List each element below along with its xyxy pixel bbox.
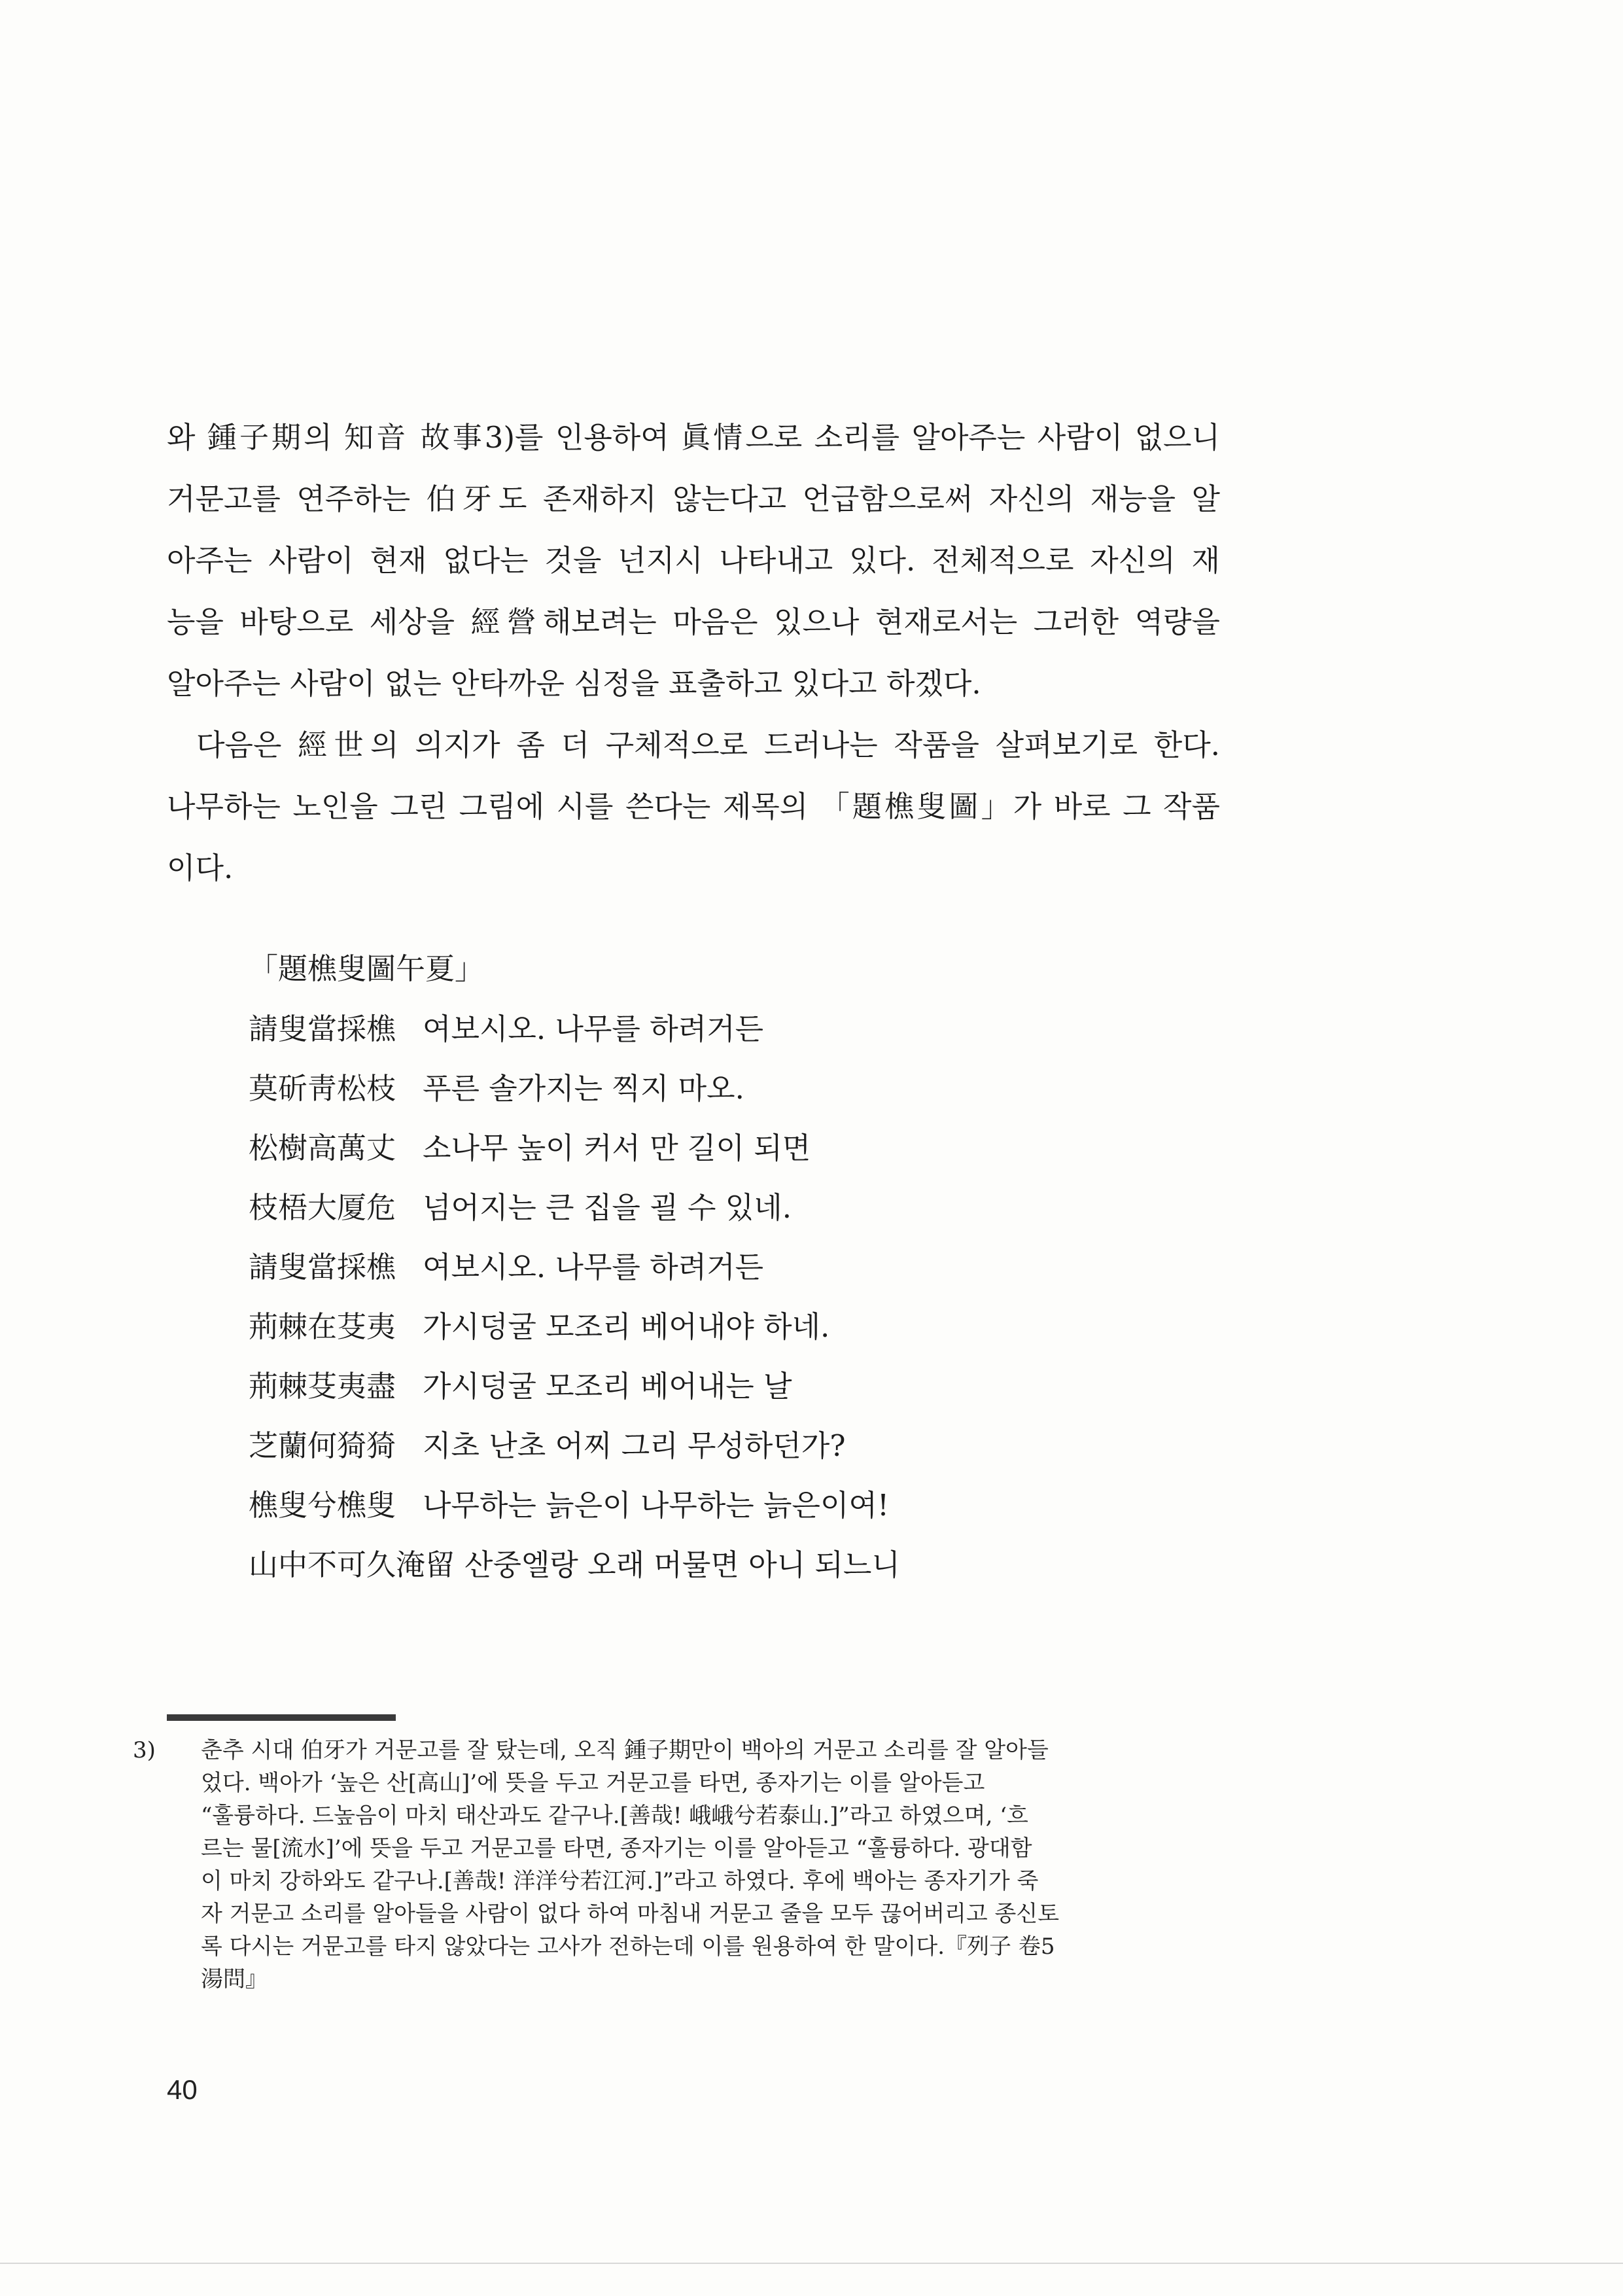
poem-line-hanja: 山中不可久淹留	[249, 1547, 455, 1582]
poem-line-korean: 지초 난초 어찌 그리 무성하던가?	[423, 1428, 846, 1463]
poem-line-hanja: 請叟當採樵	[249, 1012, 396, 1046]
poem-line-hanja: 樵叟兮樵叟	[249, 1488, 396, 1523]
text-line: 아주는 사람이 현재 없다는 것을 넌지시 나타내고 있다. 전체적으로 자신의 재	[167, 543, 1220, 578]
footnote-line: 이 마치 강하와도 같구나.[善哉! 洋洋兮若江河.]”라고 하였다. 후에 백아는 종자기가 죽	[201, 1868, 1039, 1894]
footnote	[133, 1734, 1220, 1996]
poem-line-korean: 여보시오. 나무를 하려거든	[423, 1012, 764, 1046]
poem-line-korean: 산중엘랑 오래 머물면 아니 되느니	[464, 1547, 900, 1582]
footnote-line: 춘추 시대 伯牙가 거문고를 잘 탔는데, 오직 鍾子期만이 백아의 거문고 소리를 잘 알아들	[201, 1737, 1049, 1763]
footnote-divider	[167, 1714, 396, 1721]
poem-line	[249, 1178, 1164, 1237]
poem-line	[249, 1059, 1164, 1118]
poem-line-korean: 여보시오. 나무를 하려거든	[423, 1250, 764, 1284]
poem-line	[249, 1475, 1164, 1535]
footnote-line: “훌륭하다. 드높음이 마치 태산과도 같구나.[善哉! 峨峨兮若泰山.]”라고 하였으며, ‘흐	[201, 1803, 1028, 1829]
footnote-line: 자 거문고 소리를 알아들을 사람이 없다 하여 마침내 거문고 줄을 모두 끊어버리고 종신토	[201, 1901, 1060, 1927]
body-text	[167, 407, 1220, 899]
poem-line-hanja: 荊棘芟夷盡	[249, 1369, 396, 1404]
poem-line-hanja: 荊棘在芟夷	[249, 1309, 396, 1344]
poem-title: 「題樵叟圖午夏」	[249, 951, 485, 986]
poem-line-hanja: 松樹高萬丈	[249, 1131, 396, 1165]
text-line: 알아주는 사람이 없는 안타까운 심정을 표출하고 있다고 하겠다.	[167, 666, 981, 701]
footnote-number: 3)	[133, 1737, 156, 1763]
text-line: 나무하는 노인을 그린 그림에 시를 쓴다는 제목의 「題樵叟圖」가 바로 그 작품	[167, 789, 1220, 824]
poem-line	[249, 1237, 1164, 1297]
poem-line-korean: 푸른 솔가지는 찍지 마오.	[423, 1071, 744, 1106]
poem-line-hanja: 莫斫靑松枝	[249, 1071, 396, 1106]
text-line: 이다.	[167, 851, 234, 885]
text-line: 와 鍾子期의 知音 故事3)를 인용하여 眞情으로 소리를 알아주는 사람이 없으니	[167, 420, 1220, 455]
poem-line	[249, 1118, 1164, 1178]
footnote-line: 록 다시는 거문고를 타지 않았다는 고사가 전하는데 이를 원용하여 한 말이다.『列子 卷5	[201, 1934, 1055, 1960]
poem-line-hanja: 枝梧大厦危	[249, 1190, 396, 1225]
poem-line-korean: 나무하는 늙은이 나무하는 늙은이여!	[423, 1488, 890, 1523]
poem	[249, 939, 1164, 1595]
poem-line-korean: 가시덩굴 모조리 베어내는 날	[423, 1369, 792, 1404]
poem-line-korean: 넘어지는 큰 집을 괼 수 있네.	[423, 1190, 792, 1225]
text-line: 능을 바탕으로 세상을 經營해보려는 마음은 있으나 현재로서는 그러한 역량을	[167, 605, 1220, 639]
poem-line-korean: 소나무 높이 커서 만 길이 되면	[423, 1131, 811, 1165]
footnote-line: 르는 물[流水]’에 뜻을 두고 거문고를 타면, 종자기는 이를 알아듣고 “훌륭하다. 광대함	[201, 1835, 1032, 1862]
footnote-body	[133, 1734, 1220, 1996]
paragraph-1	[167, 407, 1220, 715]
text-line: 다음은 經世의 의지가 좀 더 구체적으로 드러나는 작품을 살펴보기로 한다.	[196, 728, 1220, 762]
poem-line	[249, 1356, 1164, 1416]
text-line: 거문고를 연주하는 伯牙도 존재하지 않는다고 언급함으로써 자신의 재능을 알	[167, 482, 1220, 516]
poem-line-hanja: 請叟當採樵	[249, 1250, 396, 1284]
footnote-line: 었다. 백아가 ‘높은 산[高山]’에 뜻을 두고 거문고를 타면, 종자기는 이를 알아듣고	[201, 1770, 985, 1796]
poem-line	[249, 999, 1164, 1059]
poem-line-korean: 가시덩굴 모조리 베어내야 하네.	[423, 1309, 830, 1344]
poem-line	[249, 1297, 1164, 1356]
paragraph-2	[167, 715, 1220, 899]
poem-line-hanja: 芝蘭何猗猗	[249, 1428, 396, 1463]
footnote-line: 湯問』	[201, 1966, 268, 1992]
poem-line	[249, 1416, 1164, 1475]
scan-edge-line	[0, 2263, 1623, 2264]
poem-line	[249, 1535, 1164, 1595]
page-number: 40	[167, 2074, 198, 2105]
